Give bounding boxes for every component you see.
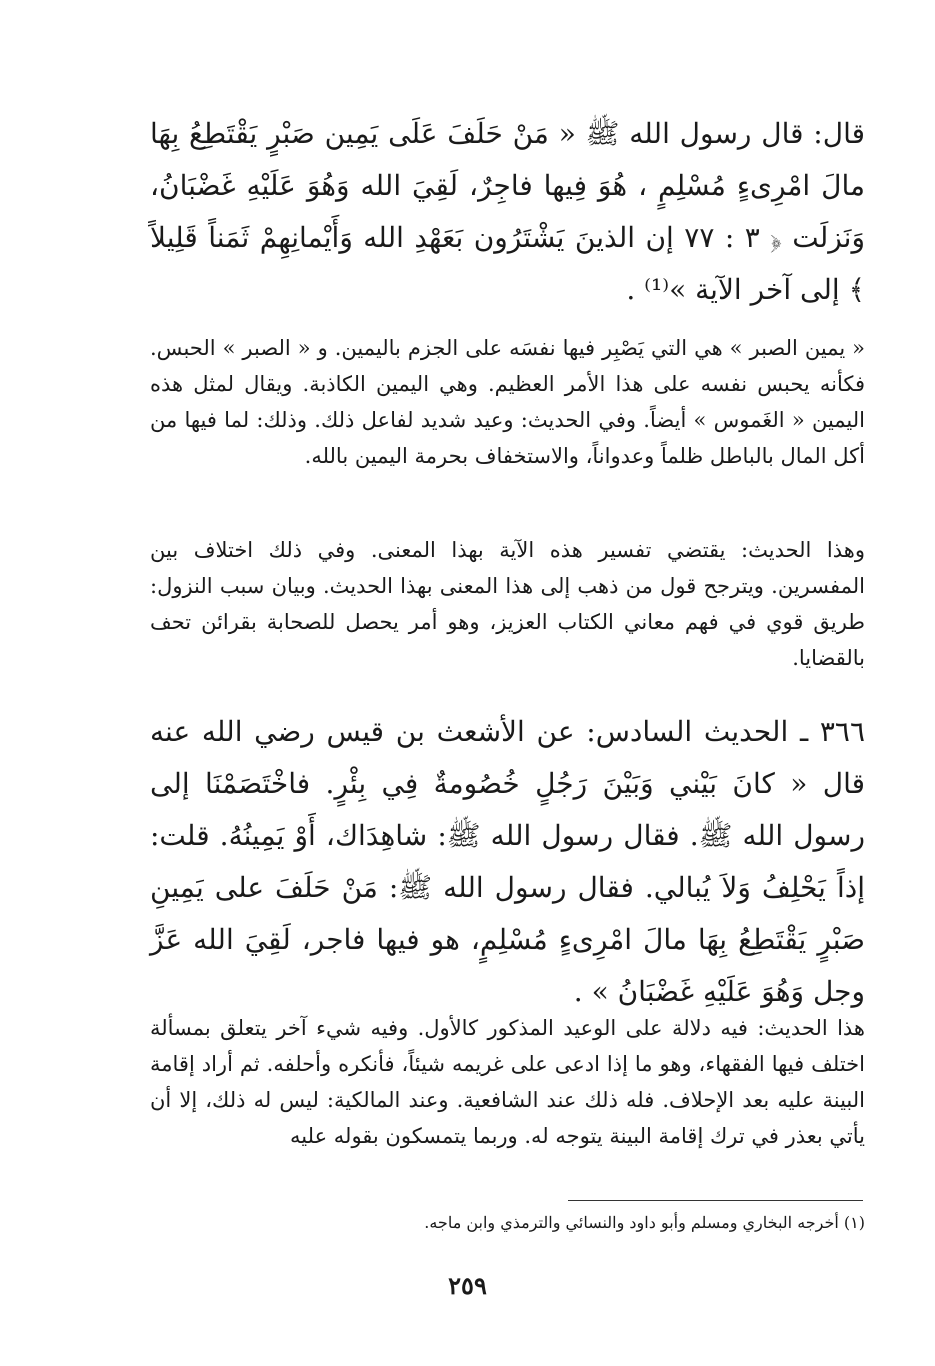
paragraph-commentary-oath: « يمين الصبر » هي التي يَصْبِر فيها نفسَه على الجزم باليمين. و « الصبر » الحبس. فكأنه يحبس نفسه على هذا الأمر العظيم. وهي اليمين الكاذبة. ويقال لمثل هذه اليمين « الغَموس » أيضاً. وفي الحديث: وعيد شديد لفاعل ذلك. وذلك: لما فيها من أكل المال بالباطل ظلماً وعدواناً، والاستخفاف بحرمة اليمين بالله.	[150, 336, 865, 468]
paragraph-hadith-text: قال: قال رسول الله ﷺ « مَنْ حَلَفَ عَلَى يَمِين صَبْرٍ يَقْتَطِعُ بِهَا مالَ امْرِىءٍ مُسْلِمٍ ، هُوَ فِيها فاجِرٌ، لَقِيَ الله وَهُوَ عَلَيْهِ غَضْبَانُ، وَنَزلَت ﴿ ٣ : ٧٧ إن الذينَ يَشْتَرُون بَعَهْدِ الله وَأَيْمانِهِمْ ثَمَناً قَلِيلاً ﴾ إلى آخر الآية »⁽¹⁾ .	[150, 117, 865, 306]
page-number: ٢٥٩	[448, 1271, 487, 1300]
paragraph-hadith-366: ٣٦٦ ـ الحديث السادس: عن الأشعث بن قيس رضي الله عنه قال « كانَ بَيْني وَبَيْنَ رَجُلٍ خُصُومةٌ فِي بِئْرٍ. فاخْتَصَمْنَا إلى رسول الله ﷺ. فقال رسول الله ﷺ: شاهِدَاك، أَوْ يَمِينُهُ. قلت: إذاً يَحْلِفُ وَلاَ يُبالي. فقال رسول الله ﷺ: مَنْ حَلَفَ على يَمِينِ صَبْرٍ يَقْتَطِعُ بِهَا مالَ امْرِىءٍ مُسْلِمٍ، هو فيها فاجر، لَقِيَ الله عَزَّ وجل وَهُوَ عَلَيْهِ غَضْبَانُ » .	[150, 715, 865, 1008]
footnote-divider	[568, 1200, 863, 1201]
paragraph-commentary-fiqh: هذا الحديث: فيه دلالة على الوعيد المذكور كالأول. وفيه شيء آخر يتعلق بمسألة اختلف فيها الفقهاء، وهو ما إذا ادعى على غريمه شيئاً، فأنكره وأحلفه. ثم أراد إقامة البينة عليه بعد الإحلاف. فله ذلك عند الشافعية. وعند المالكية: ليس له ذلك، إلا أن يأتي بعذر في ترك إقامة البينة يتوجه له. وربما يتمسكون بقوله عليه	[150, 1016, 865, 1148]
paragraph-commentary-tafsir: وهذا الحديث: يقتضي تفسير هذه الآية بهذا المعنى. وفي ذلك اختلاف بين المفسرين. ويترجح قول من ذهب إلى هذا المعنى بهذا الحديث. وبيان سبب النزول: طريق قوي في فهم معاني الكتاب العزيز، وهو أمر يحصل للصحابة بقرائن تحف بالقضايا.	[150, 538, 865, 670]
footnote: (١) أخرجه البخاري ومسلم وأبو داود والنسائي والترمذي وابن ماجه.	[424, 1213, 865, 1232]
